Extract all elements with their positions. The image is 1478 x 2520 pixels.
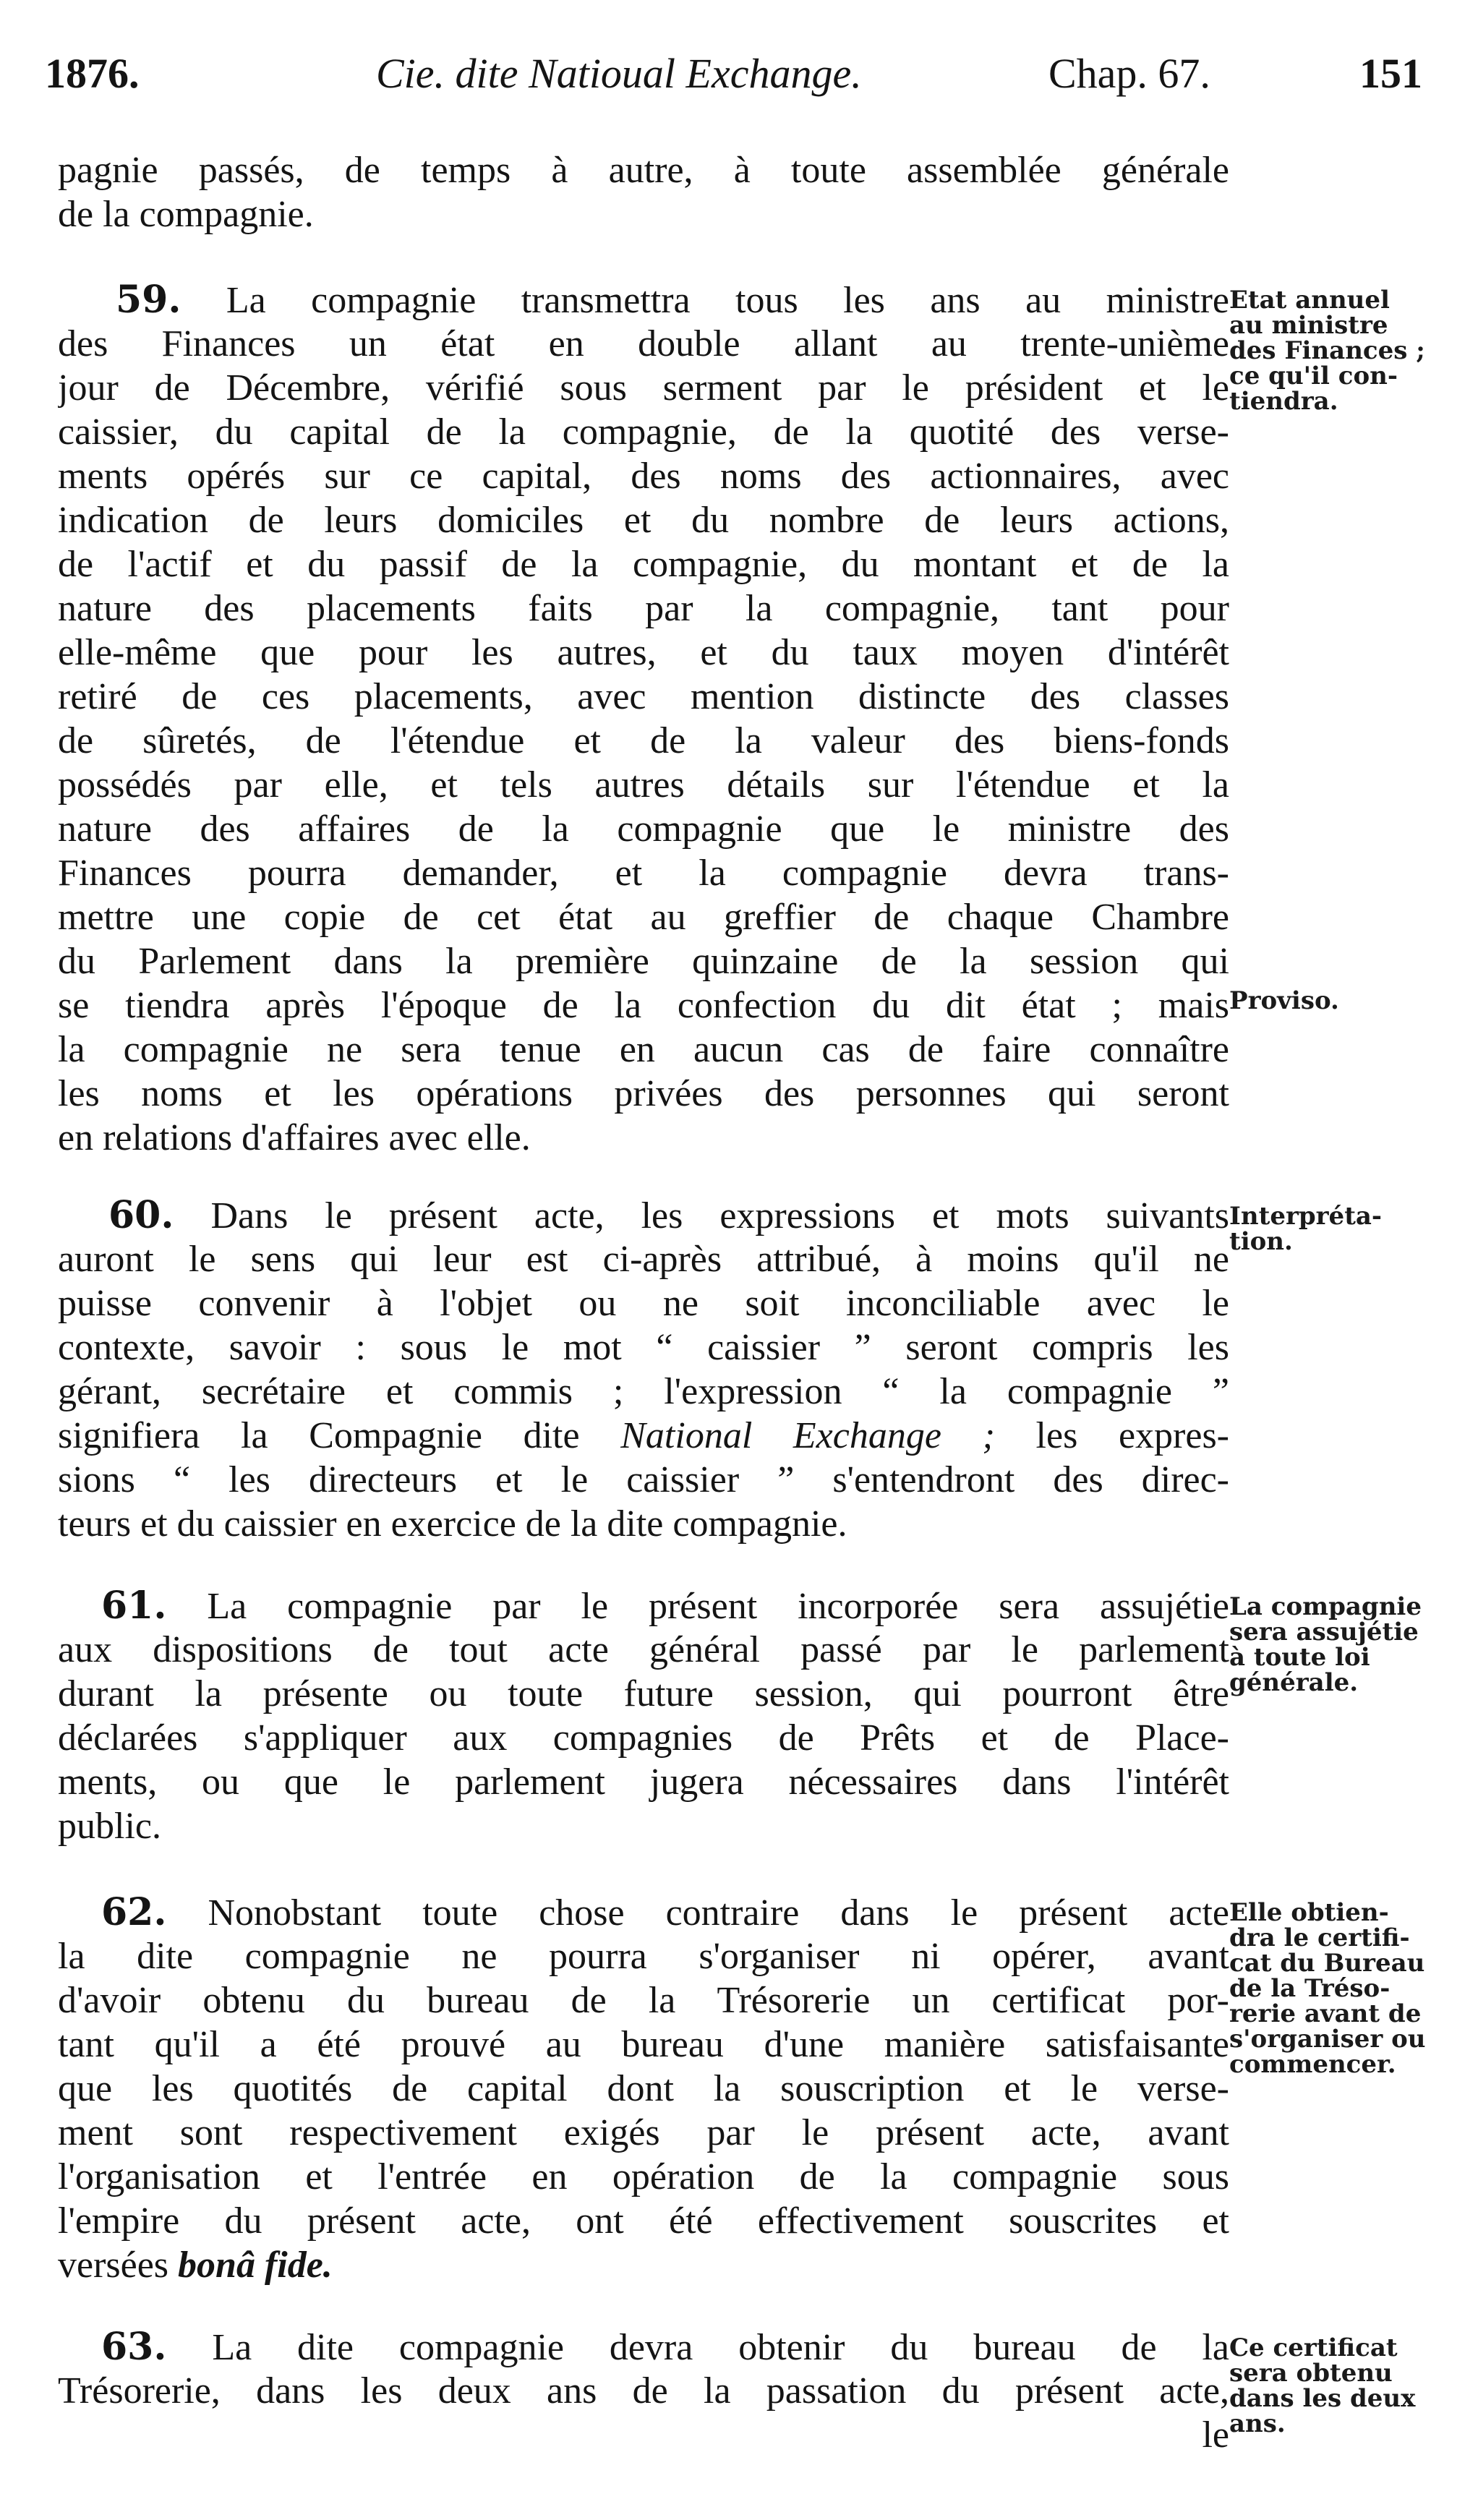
running-header — [0, 45, 1478, 103]
header-title: Cie. dite Natioual Exchange. — [376, 50, 862, 97]
text-line: nature des placements faits par la compagnie, tant pour — [58, 588, 1229, 629]
text-line: signifiera la Compagnie dite National Exchange ; les expres- — [58, 1415, 1229, 1456]
header-chapter: Chap. 67. — [1048, 50, 1210, 97]
section-number: 62. — [101, 1890, 167, 1934]
text-line: sions “ les directeurs et le caissier ” s'entendront des direc- — [58, 1459, 1229, 1500]
text-line: l'organisation et l'entrée en opération de la compagnie sous — [58, 2156, 1229, 2197]
text-line: elle-même que pour les autres, et du taux moyen d'intérêt — [58, 632, 1229, 673]
section-number: 63. — [101, 2325, 167, 2369]
margin-note-loi-generale: La compagnie sera assujétie à toute loi générale. — [1229, 1592, 1422, 1697]
text-line: le — [1202, 2414, 1229, 2456]
text-line: se tiendra après l'époque de la confection du dit état ; mais — [58, 985, 1229, 1026]
text-line: des Finances un état en double allant au trente-unième — [58, 323, 1229, 364]
text-line: nature des affaires de la compagnie que le ministre des — [58, 808, 1229, 850]
text-line: de l'actif et du passif de la compagnie, du montant et de la — [58, 544, 1229, 585]
text-line: jour de Décembre, vérifié sous serment par le président et le — [58, 367, 1229, 409]
text-line: la compagnie ne sera tenue en aucun cas de faire connaître — [58, 1029, 1229, 1070]
margin-note-etat-annuel: Etat annuel au ministre des Finances ; ce qu'il con- tiendra. — [1229, 286, 1425, 416]
italic-bona-fide: bonâ fide. — [178, 2244, 333, 2286]
text-line: contexte, savoir : sous le mot “ caissier ” seront compris les — [58, 1327, 1229, 1368]
text-line: retiré de ces placements, avec mention distincte des classes — [58, 676, 1229, 717]
text-line: public. — [58, 1806, 161, 1847]
text-line: teurs et du caissier en exercice de la dite compagnie. — [58, 1503, 847, 1545]
intro-paragraph — [58, 148, 1229, 236]
header-year: 1876. — [45, 50, 140, 97]
margin-note-proviso: Proviso. — [1229, 986, 1339, 1015]
text-line: gérant, secrétaire et commis ; l'expression “ la compagnie ” — [58, 1371, 1229, 1412]
text-line: 63. La dite compagnie devra obtenir du bureau de la — [101, 2325, 1229, 2369]
text-line: possédés par elle, et tels autres détails sur l'étendue et la — [58, 764, 1229, 806]
text-line: puisse convenir à l'objet ou ne soit inconciliable avec le — [58, 1283, 1229, 1324]
text-line: de sûretés, de l'étendue et de la valeur des biens-fonds — [58, 720, 1229, 761]
text-line: Trésorerie, dans les deux ans de la passation du présent acte, — [58, 2370, 1229, 2412]
section-number: 60. — [108, 1193, 174, 1237]
margin-note-certificat: Elle obtien- dra le certifi- cat du Bureau de la Tréso- rerie avant de s'organiser ou commencer. — [1229, 1898, 1426, 2079]
margin-note-interpretation: Interpréta- tion. — [1229, 1202, 1383, 1256]
text-line: du Parlement dans la première quinzaine de la session qui — [58, 941, 1229, 982]
text-line: 61. La compagnie par le présent incorporée sera assujétie — [101, 1584, 1229, 1628]
text-line: d'avoir obtenu du bureau de la Trésorerie un certificat por- — [58, 1980, 1229, 2021]
text-line: caissier, du capital de la compagnie, de la quotité des verse- — [58, 411, 1229, 453]
header-page-number: 151 — [1359, 50, 1422, 97]
text-line: mettre une copie de cet état au greffier de chaque Chambre — [58, 897, 1229, 938]
text-line: les noms et les opérations privées des personnes qui seront — [58, 1073, 1229, 1114]
text-line: déclarées s'appliquer aux compagnies de Prêts et de Place- — [58, 1717, 1229, 1759]
text-line: pagnie passés, de temps à autre, à toute assemblée générale — [58, 150, 1229, 191]
italic-company-name: National Exchange ; — [620, 1415, 995, 1456]
text-line: l'empire du présent acte, ont été effectivement souscrites et — [58, 2200, 1229, 2242]
text-line: durant la présente ou toute future session, qui pourront être — [58, 1673, 1229, 1714]
text-line: 59. La compagnie transmettra tous les ans au ministre — [116, 278, 1229, 322]
section-60 — [58, 1193, 1229, 1546]
text-line: 60. Dans le présent acte, les expressions et mots suivants — [108, 1193, 1229, 1237]
text-line: 62. Nonobstant toute chose contraire dans le présent acte — [101, 1890, 1229, 1934]
text-line: ments opérés sur ce capital, des noms des actionnaires, avec — [58, 456, 1229, 497]
section-61 — [58, 1584, 1229, 1848]
text-line: Finances pourra demander, et la compagnie devra trans- — [58, 853, 1229, 894]
section-63 — [58, 2325, 1229, 2457]
text-line: indication de leurs domiciles et du nombre de leurs actions, — [58, 500, 1229, 541]
section-number: 61. — [101, 1584, 167, 1628]
text-line: ment sont respectivement exigés par le présent acte, avant — [58, 2112, 1229, 2153]
section-number: 59. — [116, 278, 181, 322]
text-line: la dite compagnie ne pourra s'organiser ni opérer, avant — [58, 1936, 1229, 1977]
text-line: auront le sens qui leur est ci-après attribué, à moins qu'il ne — [58, 1239, 1229, 1280]
text-line: de la compagnie. — [58, 194, 314, 235]
section-59 — [58, 278, 1229, 1160]
text-line: tant qu'il a été prouvé au bureau d'une manière satisfaisante — [58, 2024, 1229, 2065]
margin-note-deux-ans: Ce certificat sera obtenu dans les deux ans. — [1229, 2333, 1416, 2438]
text-line: ments, ou que le parlement jugera nécessaires dans l'intérêt — [58, 1761, 1229, 1803]
text-line: en relations d'affaires avec elle. — [58, 1117, 531, 1158]
text-line: aux dispositions de tout acte général passé par le parlement — [58, 1629, 1229, 1670]
section-62 — [58, 1890, 1229, 2287]
text-line: versées bonâ fide. — [58, 2244, 333, 2286]
text-line: que les quotités de capital dont la souscription et le verse- — [58, 2068, 1229, 2109]
